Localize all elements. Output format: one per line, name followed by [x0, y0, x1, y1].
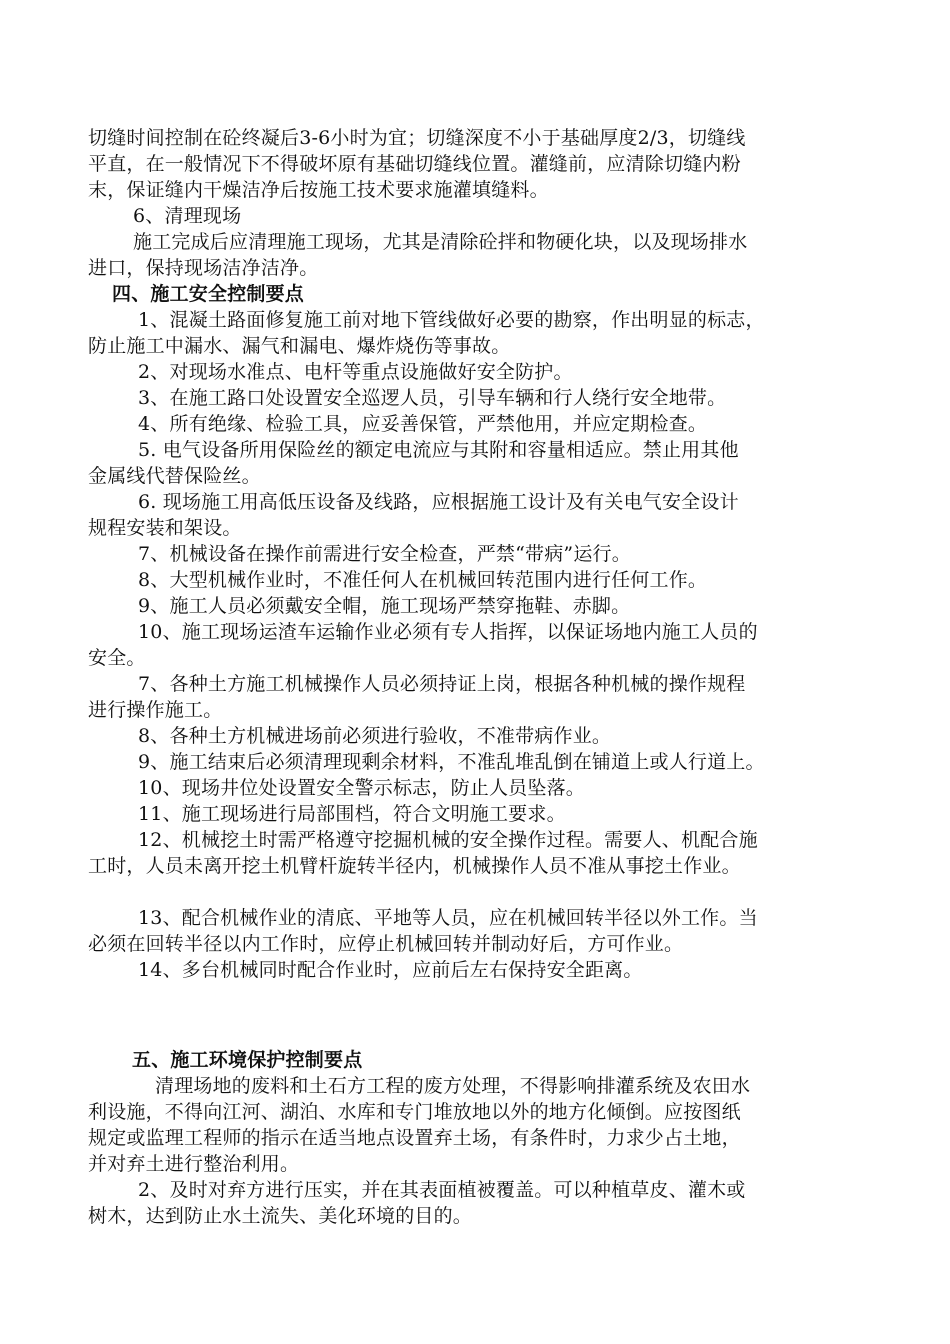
text-line: 9、施工人员必须戴安全帽，施工现场严禁穿拖鞋、赤脚。 — [138, 595, 631, 617]
text-line: 安全。 — [88, 647, 146, 669]
text-line: 7、机械设备在操作前需进行安全检查，严禁“带病”运行。 — [138, 543, 631, 565]
text-line: 防止施工中漏水、漏气和漏电、爆炸烧伤等事故。 — [88, 335, 511, 357]
text-line: 规程安装和架设。 — [88, 517, 242, 539]
text-line: 金属线代替保险丝。 — [88, 465, 261, 487]
text-line: 14、多台机械同时配合作业时，应前后左右保持安全距离。 — [138, 959, 643, 981]
text-line: 末，保证缝内干燥洁净后按施工技术要求施灌填缝料。 — [88, 179, 549, 201]
text-line: 切缝时间控制在砼终凝后3-6小时为宜；切缝深度不小于基础厚度2/3，切缝线 — [88, 127, 746, 149]
text-line: 进口，保持现场洁净洁净。 — [88, 257, 319, 279]
text-line: 9、施工结束后必须清理现剩余材料，不准乱堆乱倒在铺道上或人行道上。 — [138, 751, 765, 773]
text-line: 利设施，不得向江河、湖泊、水库和专门堆放地以外的地方化倾倒。应按图纸 — [88, 1101, 741, 1123]
text-line: 10、现场井位处设置安全警示标志，防止人员坠落。 — [138, 777, 585, 799]
text-line: 12、机械挖土时需严格遵守挖掘机械的安全操作过程。需要人、机配合施 — [138, 829, 758, 851]
section-heading-safety: 四、施工安全控制要点 — [112, 283, 305, 305]
section-heading-environment: 五、施工环境保护控制要点 — [132, 1049, 363, 1071]
text-line: 施工完成后应清理施工现场，尤其是清除砼拌和物硬化块，以及现场排水 — [133, 231, 748, 253]
text-line: 2、及时对弃方进行压实，并在其表面植被覆盖。可以种植草皮、灌木或 — [138, 1179, 746, 1201]
text-line: 7、各种土方施工机械操作人员必须持证上岗，根据各种机械的操作规程 — [138, 673, 746, 695]
text-line: 5. 电气设备所用保险丝的额定电流应与其附和容量相适应。禁止用其他 — [138, 439, 739, 461]
text-line: 树木，达到防止水土流失、美化环境的目的。 — [88, 1205, 473, 1227]
text-line: 规定或监理工程师的指示在适当地点设置弃土场，有条件时，力求少占土地， — [88, 1127, 741, 1149]
text-line: 6. 现场施工用高低压设备及线路，应根据施工设计及有关电气安全设计 — [138, 491, 739, 513]
text-line: 4、所有绝缘、检验工具，应妥善保管，严禁他用，并应定期检查。 — [138, 413, 708, 435]
text-line: 并对弃土进行整治利用。 — [88, 1153, 300, 1175]
text-line: 8、各种土方机械进场前必须进行验收，不准带病作业。 — [138, 725, 612, 747]
text-line: 进行操作施工。 — [88, 699, 223, 721]
text-line: 8、大型机械作业时，不准任何人在机械回转范围内进行任何工作。 — [138, 569, 708, 591]
subheading-cleanup: 6、清理现场 — [133, 205, 242, 227]
text-line: 11、施工现场进行局部围档，符合文明施工要求。 — [138, 803, 566, 825]
text-line: 2、对现场水准点、电杆等重点设施做好安全防护。 — [138, 361, 573, 383]
text-line: 清理场地的废料和土石方工程的废方处理，不得影响排灌系统及农田水 — [155, 1075, 751, 1097]
text-line: 工时，人员未离开挖土机臂杆旋转半径内，机械操作人员不准从事挖土作业。 — [88, 855, 741, 877]
text-line: 必须在回转半径以内工作时，应停止机械回转并制动好后，方可作业。 — [88, 933, 684, 955]
text-line: 平直，在一般情况下不得破坏原有基础切缝线位置。灌缝前，应清除切缝内粉 — [88, 153, 741, 175]
text-line: 3、在施工路口处设置安全巡逻人员，引导车辆和行人绕行安全地带。 — [138, 387, 727, 409]
text-line: 1、混凝土路面修复施工前对地下管线做好必要的勘察，作出明显的标志， — [138, 309, 765, 331]
text-line: 10、施工现场运渣车运输作业必须有专人指挥，以保证场地内施工人员的 — [138, 621, 758, 643]
text-line: 13、配合机械作业的清底、平地等人员，应在机械回转半径以外工作。当 — [138, 907, 758, 929]
